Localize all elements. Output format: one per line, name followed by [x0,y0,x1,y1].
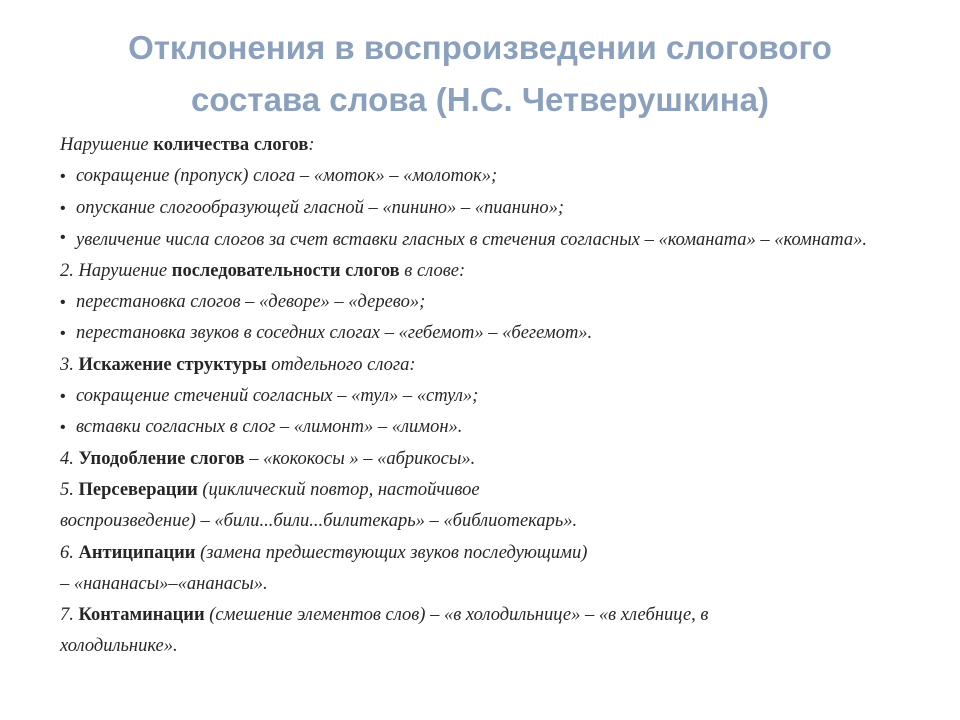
bullet-item: • опускание слогообразующей гласной – «пинино» – «пианино»; [60,193,920,224]
title-line-2: состава слова (Н.С. Четверушкина) [190,81,769,118]
text-line: – «нананасы»–«ананасы». [60,573,268,594]
heading-perseveration: 5. Персеверации (циклический повтор, настойчивое [60,479,480,500]
text-line: холодильнике». [60,636,178,657]
bullet-item: • перестановка звуков в соседних слогах – «гебемот» – «бегемот». [60,318,920,349]
title-line-1: Отклонения в воспроизведении слогового [128,29,832,66]
heading-syllable-count: Нарушение количества слогов: [60,135,315,155]
bullet-item: • перестановка слогов – «деворе» – «дерево»; [60,287,920,318]
text-line: воспроизведение) – «били...били...билитекарь» – «библиотекарь». [60,511,578,532]
slide-title [40,22,920,126]
heading-assimilation: 4. Уподобление слогов – «кококосы » – «абрикосы». [60,448,476,469]
heading-contamination: 7. Контаминации (смешение элементов слов) – «в холодильнице» – «в хлебнице, в [60,605,709,626]
bullet-item: • сокращение стечений согласных – «тул» – «стул»; [60,381,920,412]
bullet-item: • сокращение (пропуск) слога – «моток» – «молоток»; [60,161,920,192]
heading-structure-distortion: 3. Искажение структуры отдельного слога: [60,354,416,375]
bullet-item: • вставки согласных в слог – «лимонт» – «лимон». [60,412,920,443]
slide-content [60,130,920,663]
heading-syllable-order: 2. Нарушение последовательности слогов в слове: [60,260,466,281]
bullet-item: • увеличение числа слогов за счет вставки гласных в стечения согласных – «команата» – «комната». [60,224,920,256]
heading-anticipation: 6. Антиципации (замена предшествующих звуков последующими) [60,542,588,563]
